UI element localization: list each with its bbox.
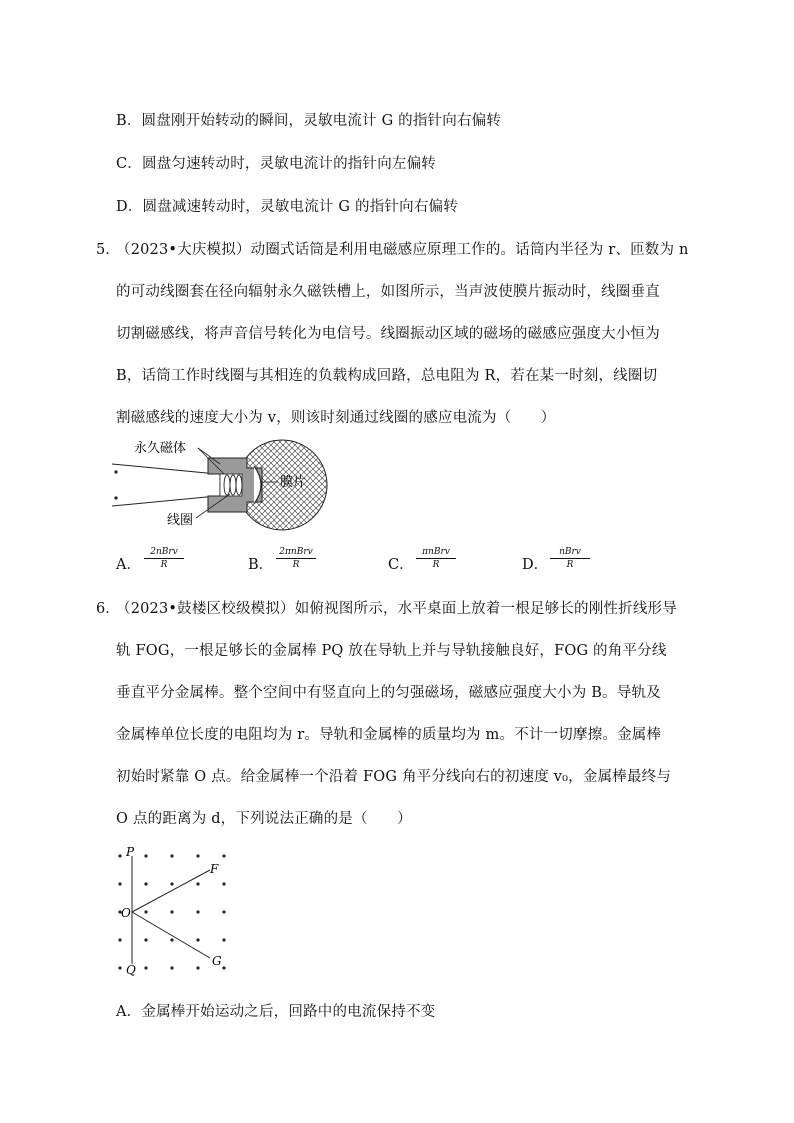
q5-line-3: 切割磁感线，将声音信号转化为电信号。线圈振动区域的磁场的磁感应强度大小恒为	[116, 326, 660, 342]
q4-option-d: D．圆盘减速转动时，灵敏电流计 G 的指针向右偏转	[116, 199, 458, 215]
q5-line-4: B，话筒工作时线圈与其相连的负载构成回路，总电阻为 R，若在某一时刻，线圈切	[116, 368, 658, 384]
q5-option-b-label: B．	[248, 557, 274, 573]
label-membrane: 膜片	[280, 475, 307, 490]
q6-number: 6．	[96, 601, 120, 617]
q5-option-a-numerator: 2nBrv	[144, 547, 184, 559]
label-coil: 线圈	[167, 513, 194, 528]
field-dot	[144, 910, 147, 913]
q5-option-c-label: C．	[388, 557, 414, 573]
field-dot	[144, 938, 147, 941]
label-f: F	[210, 862, 219, 876]
rail-og	[132, 912, 210, 958]
q6-line-6: O 点的距离为 d，下列说法正确的是（ ）	[116, 811, 412, 827]
field-dot	[118, 854, 121, 857]
q5-line-5: 割磁感线的速度大小为 v，则该时刻通过线圈的感应电流为（ ）	[116, 410, 556, 426]
label-o: O	[121, 906, 131, 920]
q6-option-a: A．金属棒开始运动之后，回路中的电流保持不变	[116, 1004, 436, 1020]
field-dot	[170, 910, 173, 913]
field-dot	[118, 938, 121, 941]
label-permanent-magnet: 永久磁体	[134, 441, 187, 456]
q5-line-1: （2023•大庆模拟）动圈式话筒是利用电磁感应原理工作的。话筒内半径为 r、匝数为 n	[116, 242, 689, 258]
field-dot	[222, 854, 225, 857]
field-dot	[196, 854, 199, 857]
q4-option-b: B．圆盘刚开始转动的瞬间，灵敏电流计 G 的指针向右偏转	[116, 113, 502, 129]
rail-of	[132, 870, 210, 912]
q6-line-4: 金属棒单位长度的电阻均为 r。导轨和金属棒的质量均为 m。不计一切摩擦。金属棒	[116, 727, 662, 743]
microphone-figure	[112, 436, 332, 536]
q6-line-3: 垂直平分金属棒。整个空间中有竖直向上的匀强磁场，磁感应强度大小为 B。导轨及	[116, 685, 661, 701]
field-dot	[118, 882, 121, 885]
q6-line-2: 轨 FOG，一根足够长的金属棒 PQ 放在导轨上并与导轨接触良好，FOG 的角平分线	[116, 643, 667, 659]
q5-option-d-numerator: nBrv	[550, 547, 590, 559]
field-dot	[144, 966, 147, 969]
field-dot	[196, 938, 199, 941]
field-dot	[170, 938, 173, 941]
q5-number: 5．	[96, 242, 120, 258]
field-dot	[170, 854, 173, 857]
q5-option-d-label: D．	[522, 557, 549, 573]
field-dot	[196, 910, 199, 913]
field-dot	[118, 966, 121, 969]
field-dot	[170, 966, 173, 969]
q5-option-b-denominator: R	[292, 560, 300, 570]
q5-option-c-denominator: R	[432, 560, 440, 570]
rail-figure	[110, 840, 250, 980]
field-dot	[144, 882, 147, 885]
field-dot	[144, 854, 147, 857]
field-dot	[222, 938, 225, 941]
field-dot	[170, 882, 173, 885]
field-dot	[222, 882, 225, 885]
field-dot	[222, 966, 225, 969]
q5-line-2: 的可动线圈套在径向辐射永久磁铁槽上，如图所示，当声波使膜片振动时，线圈垂直	[116, 284, 660, 300]
q4-option-c: C．圆盘匀速转动时，灵敏电流计的指针向左偏转	[116, 156, 436, 172]
field-dot	[222, 910, 225, 913]
q5-option-c-numerator: πnBrv	[416, 547, 456, 559]
q6-line-5: 初始时紧靠 O 点。给金属棒一个沿着 FOG 角平分线向右的初速度 v₀，金属棒最终与	[116, 769, 672, 785]
q5-option-d-denominator: R	[566, 560, 574, 570]
q6-line-1: （2023•鼓楼区校级模拟）如俯视图所示，水平桌面上放着一根足够长的刚性折线形导	[116, 601, 677, 617]
q5-option-a-denominator: R	[160, 560, 168, 570]
label-q: Q	[126, 963, 136, 977]
label-g: G	[212, 954, 222, 968]
q5-option-b-numerator: 2πnBrv	[276, 547, 316, 559]
field-dot	[196, 882, 199, 885]
field-dot	[196, 966, 199, 969]
q5-option-a-label: A．	[116, 557, 141, 573]
label-p: P	[126, 845, 135, 859]
